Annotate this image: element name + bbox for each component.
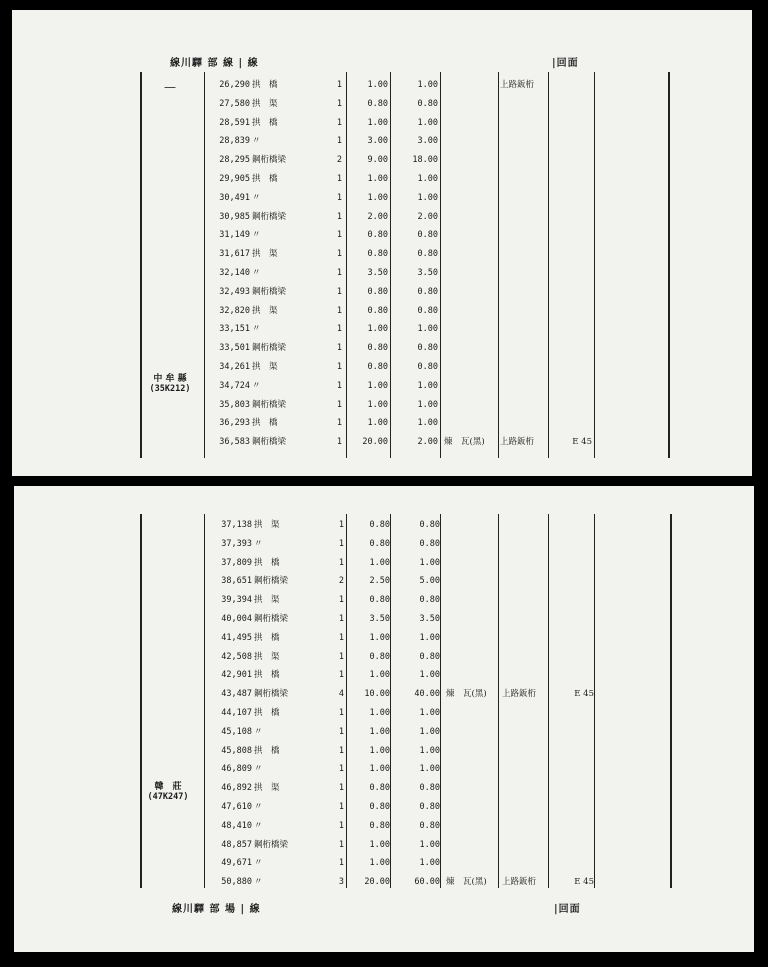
table-row [14, 648, 754, 666]
cell-n: 1 [338, 520, 344, 530]
cell-km: 35,803 [219, 399, 250, 410]
table-row [14, 685, 754, 703]
cell-len: 1.00 [417, 117, 438, 128]
station-name: 中 牟 縣 [153, 374, 187, 384]
cell-km: 34,724 [219, 380, 250, 391]
cell-km: 28,839 [219, 136, 250, 147]
cell-len: 1.00 [417, 380, 438, 391]
cell-n: 1 [336, 324, 342, 335]
cell-span: 20.00 [362, 437, 388, 448]
cell-len: 1.00 [419, 764, 440, 775]
cell-len: 1.00 [417, 399, 438, 410]
cell-km: 36,293 [219, 418, 250, 429]
cell-span: 3.00 [367, 136, 388, 147]
cell-span: 1.00 [367, 117, 388, 128]
cell-span: 1.00 [367, 399, 388, 410]
cell-type: 〃 [254, 538, 263, 549]
cell-span: 0.80 [369, 651, 390, 662]
cell-type: 〃 [254, 764, 263, 775]
table-row [12, 245, 752, 263]
cell-n: 1 [338, 783, 344, 794]
cell-span: 1.00 [367, 324, 388, 335]
cell-km: 28,591 [219, 117, 250, 128]
cell-type: 鋼桁橋梁 [254, 576, 289, 587]
cell-km: 31,617 [219, 249, 250, 260]
cell-span: 1.00 [369, 670, 390, 681]
table-row [12, 396, 752, 414]
bottom-page [14, 486, 754, 952]
table-row [12, 114, 752, 132]
cell-km: 37,138 [221, 520, 252, 530]
cell-len: 1.00 [419, 670, 440, 681]
cell-n: 1 [336, 305, 342, 316]
cell-n: 1 [336, 343, 342, 354]
cell-type: 拱 橋 [254, 632, 280, 643]
cell-span: 1.00 [367, 80, 388, 90]
table-row [12, 132, 752, 150]
cell-type: 鋼桁橋梁 [252, 399, 287, 410]
cell-km: 32,493 [219, 286, 250, 297]
cell-len: 1.00 [419, 557, 440, 568]
cell-span: 1.00 [367, 380, 388, 391]
cell-n: 2 [336, 155, 342, 166]
cell-span: 1.00 [367, 192, 388, 203]
cell-span: 1.00 [367, 174, 388, 184]
cell-km: 40,004 [221, 614, 252, 624]
header-right: |回面 [552, 58, 579, 69]
cell-len: 0.80 [417, 249, 438, 260]
cell-len: 1.00 [417, 174, 438, 184]
cell-n: 1 [338, 595, 344, 606]
cell-span: 0.80 [367, 98, 388, 109]
cell-n: 1 [336, 192, 342, 203]
table-row [12, 76, 752, 94]
cell-n: 1 [338, 651, 344, 662]
table-row [14, 516, 754, 534]
cell-type: 拱 渠 [252, 305, 278, 316]
table-row [14, 760, 754, 778]
cell-n: 1 [338, 726, 344, 737]
table-row [14, 817, 754, 835]
cell-span: 0.80 [367, 249, 388, 260]
cell-km: 37,393 [221, 538, 252, 549]
cell-km: 48,857 [221, 839, 252, 850]
cell-span: 0.80 [367, 362, 388, 372]
table-row [12, 283, 752, 301]
table-row [14, 854, 754, 872]
cell-n: 1 [336, 136, 342, 147]
cell-km: 42,901 [221, 670, 252, 681]
table-row [12, 226, 752, 244]
cell-n: 1 [336, 418, 342, 429]
cell-type: 拱 橋 [252, 174, 278, 184]
cell-n: 1 [338, 670, 344, 681]
cell-km: 33,501 [219, 343, 250, 354]
table-row [12, 302, 752, 320]
cell-span: 0.80 [369, 783, 390, 794]
cell-span: 1.00 [369, 858, 390, 869]
cell-km: 42,508 [221, 651, 252, 662]
cell-n: 1 [336, 98, 342, 109]
cell-type: 拱 渠 [254, 783, 280, 794]
station-code: (35K212) [149, 384, 191, 394]
table-row [14, 535, 754, 553]
margin-mark: — [164, 80, 176, 94]
table-row [14, 798, 754, 816]
cell-type: 拱 渠 [254, 651, 280, 662]
cell-n: 1 [336, 249, 342, 260]
cell-km: 46,809 [221, 764, 252, 775]
cell-type: 〃 [254, 858, 263, 869]
cell-km: 43,487 [221, 689, 252, 700]
cell-n: 1 [336, 399, 342, 410]
cell-km: 49,671 [221, 858, 252, 869]
cell-km: 44,107 [221, 708, 252, 718]
cell-span: 0.80 [369, 595, 390, 606]
cell-len: 1.00 [417, 192, 438, 203]
cell-span: 9.00 [367, 155, 388, 166]
cell-type: 鋼桁橋梁 [252, 437, 287, 448]
cell-n: 1 [336, 117, 342, 128]
cell-type: 〃 [254, 877, 263, 888]
cell-type: 拱 橋 [254, 745, 280, 756]
cell-type: 拱 橋 [252, 418, 278, 429]
cell-km: 46,892 [221, 783, 252, 794]
cell-type: 〃 [254, 802, 263, 812]
cell-type: 鋼桁橋梁 [254, 689, 289, 700]
cell-km: 36,583 [219, 437, 250, 448]
cell-span: 1.00 [369, 557, 390, 568]
cell-len: 3.50 [419, 614, 440, 624]
cell-n: 1 [338, 858, 344, 869]
cell-len: 5.00 [419, 576, 440, 587]
cell-span: 0.80 [369, 802, 390, 812]
cell-type: 拱 橋 [252, 117, 278, 128]
table-row [14, 704, 754, 722]
table-row [12, 208, 752, 226]
cell-n: 1 [336, 380, 342, 391]
cell-km: 30,985 [219, 211, 250, 222]
cell-km: 34,261 [219, 362, 250, 372]
cell-len: 0.80 [417, 362, 438, 372]
cell-n: 1 [338, 614, 344, 624]
cell-n: 1 [336, 211, 342, 222]
cell-len: 0.80 [417, 286, 438, 297]
cell-len: 0.80 [419, 802, 440, 812]
cell-span: 0.80 [367, 230, 388, 241]
cell-type: 拱 渠 [252, 98, 278, 109]
cell-len: 1.00 [419, 858, 440, 869]
table-row [14, 836, 754, 854]
cell-sup: 上路鈑桁 [500, 80, 535, 90]
cell-len: 1.00 [417, 324, 438, 335]
cell-type: 鋼桁橋梁 [254, 614, 289, 624]
cell-span: 1.00 [369, 708, 390, 718]
table-row [12, 320, 752, 338]
cell-span: 1.00 [369, 764, 390, 775]
header-left: 線川驛 部 場 | 線 [172, 904, 261, 915]
cell-km: 26,290 [219, 80, 250, 90]
cell-len: 1.00 [419, 632, 440, 643]
cell-len: 0.80 [417, 230, 438, 241]
cell-type: 〃 [254, 820, 263, 831]
cell-type: 拱 橋 [254, 557, 280, 568]
cell-span: 20.00 [364, 877, 390, 888]
header-left: 線川驛 部 線 | 線 [170, 58, 259, 69]
cell-n: 1 [338, 632, 344, 643]
cell-type: 鋼桁橋梁 [254, 839, 289, 850]
cell-type: 〃 [252, 136, 261, 147]
cell-len: 1.00 [417, 418, 438, 429]
cell-km: 32,140 [219, 268, 250, 278]
cell-n: 2 [338, 576, 344, 587]
table-row [12, 339, 752, 357]
cell-span: 10.00 [364, 689, 390, 700]
cell-type: 鋼桁橋梁 [252, 286, 287, 297]
cell-len: 0.80 [419, 538, 440, 549]
cell-mat: 煉 瓦(黑) [444, 437, 485, 448]
cell-n: 1 [338, 802, 344, 812]
cell-span: 1.00 [369, 839, 390, 850]
cell-type: 拱 渠 [252, 362, 278, 372]
cell-type: 拱 渠 [254, 595, 280, 606]
cell-len: 0.80 [419, 651, 440, 662]
table-row [14, 723, 754, 741]
cell-n: 1 [338, 839, 344, 850]
cell-km: 32,820 [219, 305, 250, 316]
table-row [12, 264, 752, 282]
cell-n: 1 [336, 174, 342, 184]
table-row [14, 779, 754, 797]
cell-n: 1 [336, 286, 342, 297]
cell-span: 1.00 [369, 726, 390, 737]
cell-load: E 45 [572, 437, 592, 448]
cell-len: 0.80 [417, 98, 438, 109]
header-right: |回面 [554, 904, 581, 915]
cell-type: 〃 [252, 192, 261, 203]
cell-sup: 上路鈑桁 [502, 877, 537, 888]
table-row [12, 377, 752, 395]
cell-len: 2.00 [417, 211, 438, 222]
table-row [14, 629, 754, 647]
table-row [12, 358, 752, 376]
cell-span: 0.80 [367, 343, 388, 354]
cell-len: 18.00 [412, 155, 438, 166]
cell-km: 28,295 [219, 155, 250, 166]
top-page [12, 10, 752, 476]
cell-len: 3.00 [417, 136, 438, 147]
cell-type: 〃 [252, 380, 261, 391]
cell-km: 45,808 [221, 745, 252, 756]
cell-sup: 上路鈑桁 [500, 437, 535, 448]
table-row [14, 742, 754, 760]
cell-span: 3.50 [367, 268, 388, 278]
cell-len: 40.00 [414, 689, 440, 700]
cell-n: 1 [336, 268, 342, 278]
cell-type: 〃 [254, 726, 263, 737]
cell-span: 0.80 [369, 538, 390, 549]
cell-km: 41,495 [221, 632, 252, 643]
cell-n: 1 [338, 557, 344, 568]
cell-type: 鋼桁橋梁 [252, 211, 287, 222]
cell-type: 鋼桁橋梁 [252, 343, 287, 354]
table-row [14, 554, 754, 572]
cell-type: 拱 橋 [254, 708, 280, 718]
cell-type: 拱 橋 [254, 670, 280, 681]
cell-n: 1 [338, 820, 344, 831]
cell-km: 30,491 [219, 192, 250, 203]
cell-km: 50,880 [221, 877, 252, 888]
cell-n: 1 [338, 538, 344, 549]
cell-len: 0.80 [419, 520, 440, 530]
table-row [12, 189, 752, 207]
cell-len: 60.00 [414, 877, 440, 888]
cell-load: E 45 [574, 877, 594, 888]
table-row [14, 591, 754, 609]
cell-km: 31,149 [219, 230, 250, 241]
table-row [14, 572, 754, 590]
cell-len: 1.00 [417, 80, 438, 90]
cell-km: 33,151 [219, 324, 250, 335]
cell-n: 1 [336, 80, 342, 90]
cell-span: 0.80 [369, 820, 390, 831]
cell-type: 拱 橋 [252, 80, 278, 90]
cell-span: 0.80 [367, 286, 388, 297]
cell-len: 0.80 [417, 305, 438, 316]
cell-n: 1 [336, 437, 342, 448]
cell-span: 2.00 [367, 211, 388, 222]
table-row [14, 666, 754, 684]
cell-km: 47,610 [221, 802, 252, 812]
table-row [14, 610, 754, 628]
cell-mat: 煉 瓦(黑) [446, 877, 487, 888]
station-code: (47K247) [147, 792, 189, 802]
cell-sup: 上路鈑桁 [502, 689, 537, 700]
cell-km: 39,394 [221, 595, 252, 606]
cell-km: 38,651 [221, 576, 252, 587]
cell-span: 1.00 [367, 418, 388, 429]
cell-len: 3.50 [417, 268, 438, 278]
cell-type: 拱 渠 [252, 249, 278, 260]
cell-span: 3.50 [369, 614, 390, 624]
table-row [12, 95, 752, 113]
cell-span: 2.50 [369, 576, 390, 587]
cell-type: 〃 [252, 268, 261, 278]
table-row [12, 151, 752, 169]
cell-km: 27,580 [219, 98, 250, 109]
cell-n: 1 [336, 362, 342, 372]
cell-mat: 煉 瓦(黑) [446, 689, 487, 700]
table-row [14, 873, 754, 891]
cell-km: 48,410 [221, 820, 252, 831]
cell-type: 〃 [252, 230, 261, 241]
cell-n: 1 [338, 764, 344, 775]
cell-n: 4 [338, 689, 344, 700]
cell-km: 29,905 [219, 174, 250, 184]
cell-n: 3 [338, 877, 344, 888]
cell-km: 45,108 [221, 726, 252, 737]
cell-span: 1.00 [369, 632, 390, 643]
cell-len: 1.00 [419, 745, 440, 756]
cell-span: 1.00 [369, 745, 390, 756]
station-name: 韓 莊 [154, 782, 182, 792]
cell-len: 2.00 [417, 437, 438, 448]
cell-type: 〃 [252, 324, 261, 335]
cell-km: 37,809 [221, 557, 252, 568]
cell-type: 鋼桁橋梁 [252, 155, 287, 166]
cell-n: 1 [338, 708, 344, 718]
table-row [12, 414, 752, 432]
cell-type: 拱 渠 [254, 520, 280, 530]
cell-len: 0.80 [419, 820, 440, 831]
cell-len: 0.80 [419, 595, 440, 606]
cell-n: 1 [338, 745, 344, 756]
cell-len: 0.80 [417, 343, 438, 354]
table-row [12, 170, 752, 188]
cell-span: 0.80 [369, 520, 390, 530]
cell-span: 0.80 [367, 305, 388, 316]
cell-len: 1.00 [419, 708, 440, 718]
table-row [12, 433, 752, 451]
cell-len: 0.80 [419, 783, 440, 794]
cell-len: 1.00 [419, 726, 440, 737]
cell-len: 1.00 [419, 839, 440, 850]
cell-load: E 45 [574, 689, 594, 700]
cell-n: 1 [336, 230, 342, 241]
